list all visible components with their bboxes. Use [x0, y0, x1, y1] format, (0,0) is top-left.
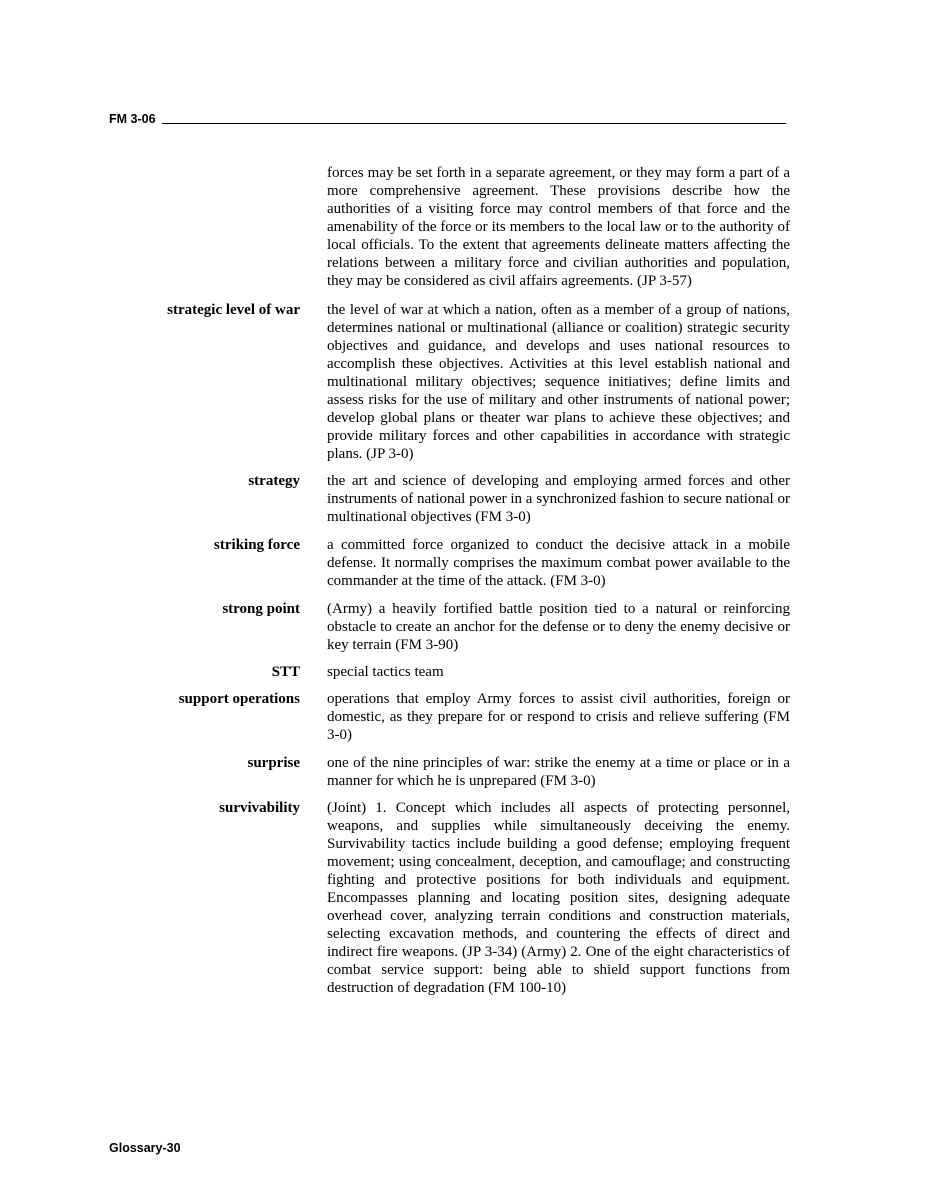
glossary-definition: (Joint) 1. Concept which includes all aspects of protecting personnel, weapons, and supplies while simultaneously deceiving the enemy. Survivability tactics include building a good defense; employing frequent movement; using concealment, deception, and camouflage; and constructing fighting and protective positions for both individuals and equipment. Encompasses planning and locating position sites, designing adequate overhead cover, analyzing terrain conditions and construction materials, selecting excavation methods, and countering the effects of direct and indirect fire weapons. (JP 3-34) (Army) 2. One of the eight characteristics of combat service support: being able to shield support functions from destruction of degradation (FM 100-10) — [327, 800, 790, 996]
glossary-term: support operations — [178, 691, 300, 707]
glossary-definition: a committed force organized to conduct the decisive attack in a mobile defense. It normally comprises the maximum combat power available to the commander at the time of the attack. (FM 3-0) — [327, 537, 790, 589]
glossary-entry-surprise — [110, 754, 790, 790]
glossary-definition: one of the nine principles of war: strike the enemy at a time or place or in a manner for which he is unprepared (FM 3-0) — [327, 755, 790, 789]
glossary-term: strong point — [222, 601, 300, 617]
glossary-term: striking force — [214, 537, 300, 553]
page-header — [109, 107, 786, 127]
glossary-entry-strategic-level-of-war — [110, 301, 790, 463]
glossary-definition: operations that employ Army forces to assist civil authorities, foreign or domestic, as they prepare for or respond to crisis and relieve suffering (FM 3-0) — [327, 691, 790, 743]
glossary-entry-strategy — [110, 472, 790, 526]
glossary-entry-survivability — [110, 799, 790, 997]
glossary-entry-strong-point — [110, 600, 790, 654]
glossary-definition: the art and science of developing and employing armed forces and other instruments of national power in a synchronized fashion to secure national or multinational objectives (FM 3-0) — [327, 473, 790, 525]
page-footer: Glossary-30 — [109, 1141, 181, 1155]
glossary-definition: the level of war at which a nation, often as a member of a group of nations, determines national or multinational (alliance or coalition) strategic security objectives and guidance, and develops and uses national resources to accomplish these objectives. Activities at this level establish national and multinational military objectives; sequence initiatives; define limits and assess risks for the use of military and other instruments of national power; develop global plans or theater war plans to achieve these objectives; and provide military forces and other capabilities in accordance with strategic plans. (JP 3-0) — [327, 302, 790, 462]
glossary-entry-stt — [110, 663, 790, 681]
glossary-term — [110, 164, 300, 290]
header-rule — [162, 123, 786, 124]
glossary-definition: forces may be set forth in a separate agreement, or they may form a part of a more comprehensive agreement. These provisions describe how the authorities of a visiting force may control members of that force and the amenability of the force or its members to the local law or to the authority of local officials. To the extent that agreements delineate matters affecting the relations between a military force and civilian authorities and population, they may be considered as civil affairs agreements. (JP 3-57) — [327, 165, 790, 289]
glossary-list — [110, 164, 790, 997]
glossary-term: surprise — [247, 755, 300, 771]
glossary-definition: special tactics team — [327, 664, 444, 680]
glossary-entry-striking-force — [110, 536, 790, 590]
glossary-entry-continued — [110, 164, 790, 290]
glossary-entry-support-operations — [110, 690, 790, 744]
glossary-term: strategy — [248, 473, 300, 489]
glossary-term: STT — [271, 664, 300, 680]
manual-title: FM 3-06 — [109, 112, 156, 126]
glossary-definition: (Army) a heavily fortified battle position tied to a natural or reinforcing obstacle to create an anchor for the defense or to deny the enemy decisive or key terrain (FM 3-90) — [327, 601, 790, 653]
glossary-term: survivability — [219, 800, 300, 816]
glossary-term: strategic level of war — [167, 302, 300, 318]
